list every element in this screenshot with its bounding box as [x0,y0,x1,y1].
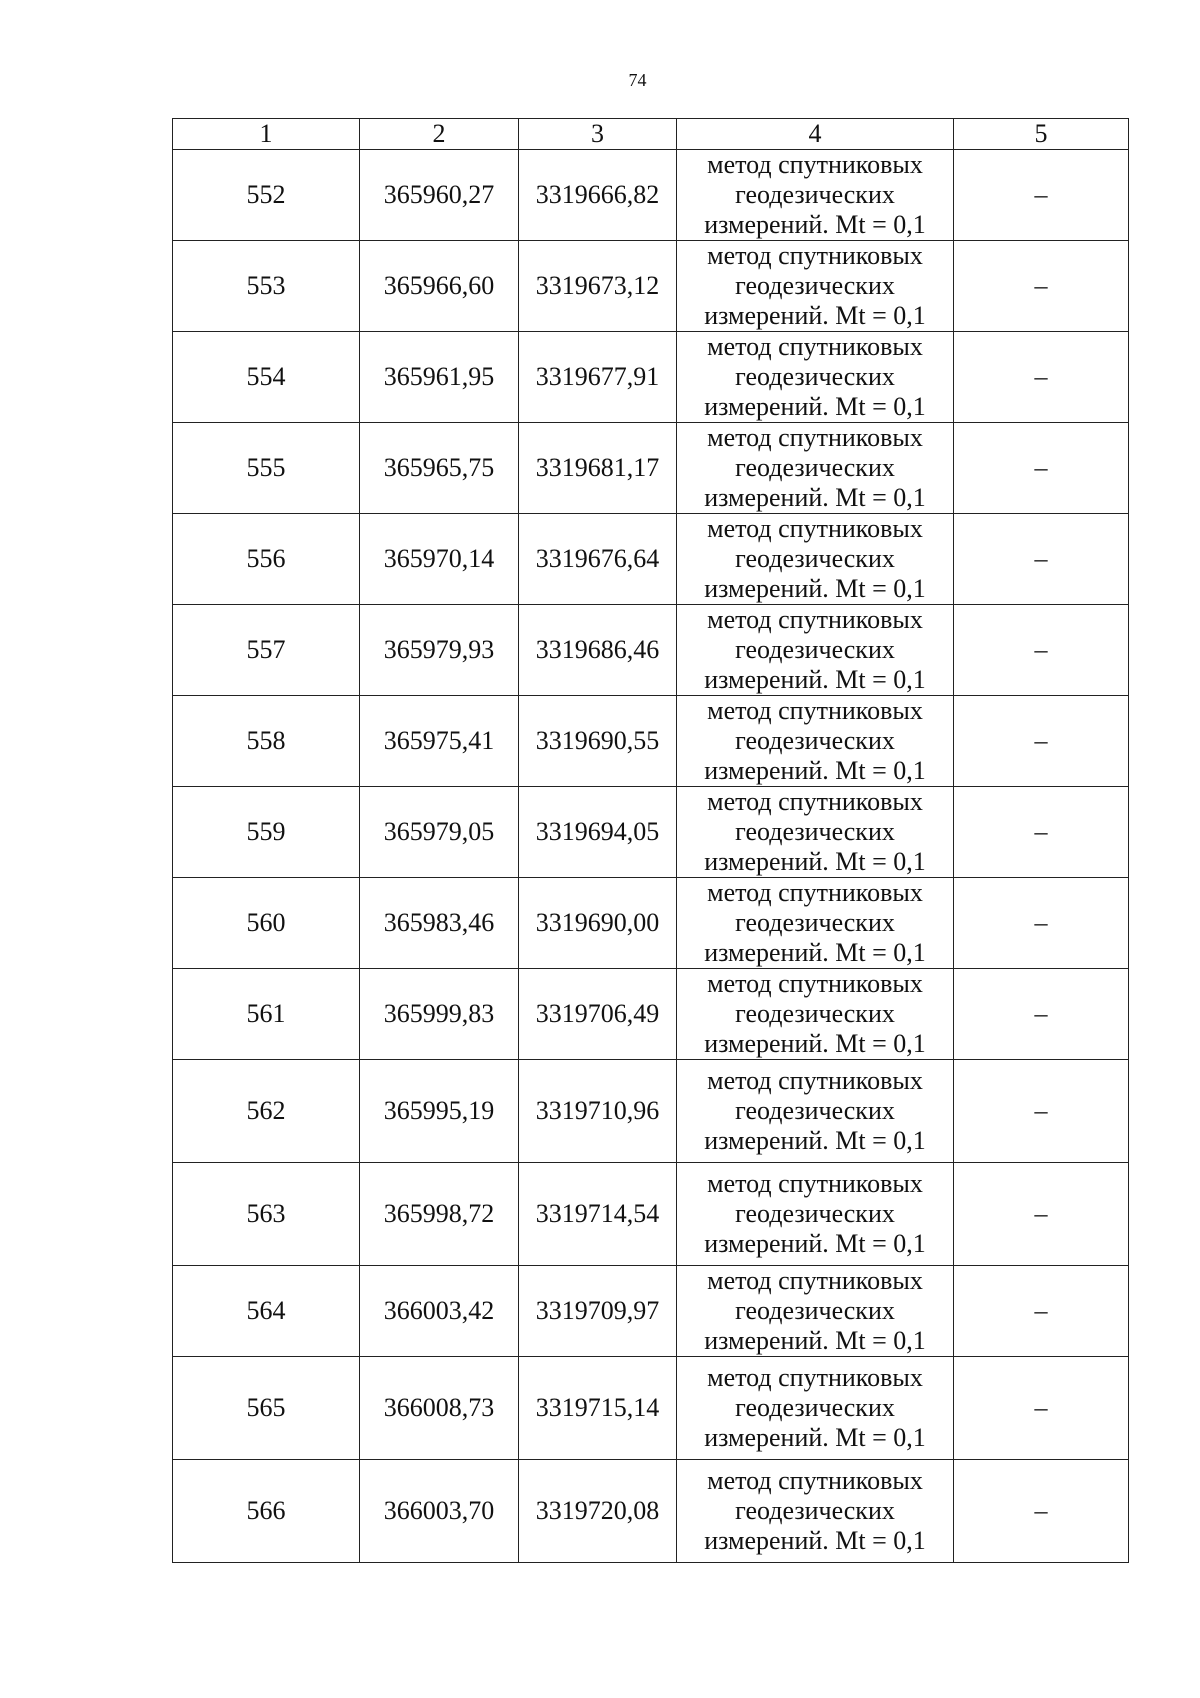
column-header-1: 1 [173,119,360,150]
point-number-cell: 561 [173,969,360,1060]
method-text-line: геодезических [735,817,895,846]
note-cell: – [954,423,1129,514]
method-text-line: метод спутниковых [707,241,923,270]
method-text-line: метод спутниковых [707,878,923,907]
note-cell: – [954,1357,1129,1460]
method-cell [677,969,954,1060]
method-text-line: измерений. Mt = 0,1 [704,392,926,421]
method-text-line: измерений. Mt = 0,1 [704,847,926,876]
method-text-line: измерений. Mt = 0,1 [704,1423,926,1452]
coordinate-y-cell: 3319720,08 [519,1460,677,1563]
method-text-line: геодезических [735,453,895,482]
note-cell: – [954,787,1129,878]
table-row [173,605,1129,696]
coordinate-y-cell: 3319690,00 [519,878,677,969]
note-cell: – [954,150,1129,241]
point-number-cell: 554 [173,332,360,423]
note-cell: – [954,1460,1129,1563]
method-cell [677,514,954,605]
method-cell [677,1163,954,1266]
method-text-line: измерений. Mt = 0,1 [704,665,926,694]
coordinate-x-cell: 366003,70 [360,1460,519,1563]
table-row [173,423,1129,514]
point-number-cell: 564 [173,1266,360,1357]
coordinate-x-cell: 365983,46 [360,878,519,969]
method-text-line: измерений. Mt = 0,1 [704,756,926,785]
point-number-cell: 556 [173,514,360,605]
method-text-line: измерений. Mt = 0,1 [704,483,926,512]
method-text-line: геодезических [735,271,895,300]
method-text-line: геодезических [735,1496,895,1525]
method-text-line: геодезических [735,1296,895,1325]
method-cell [677,696,954,787]
table-row [173,787,1129,878]
method-text-line: измерений. Mt = 0,1 [704,301,926,330]
coordinate-x-cell: 365979,05 [360,787,519,878]
coordinates-table [172,118,1129,1563]
note-cell: – [954,241,1129,332]
method-text-line: геодезических [735,908,895,937]
point-number-cell: 563 [173,1163,360,1266]
method-text-line: метод спутниковых [707,696,923,725]
point-number-cell: 552 [173,150,360,241]
column-header-4: 4 [677,119,954,150]
method-text-line: метод спутниковых [707,969,923,998]
note-cell: – [954,696,1129,787]
coordinate-x-cell: 365995,19 [360,1060,519,1163]
point-number-cell: 565 [173,1357,360,1460]
table-body [173,150,1129,1563]
method-cell [677,1460,954,1563]
point-number-cell: 559 [173,787,360,878]
method-text-line: геодезических [735,635,895,664]
coordinate-y-cell: 3319714,54 [519,1163,677,1266]
method-text-line: измерений. Mt = 0,1 [704,1526,926,1555]
method-text-line: измерений. Mt = 0,1 [704,1029,926,1058]
method-text-line: геодезических [735,1096,895,1125]
note-cell: – [954,514,1129,605]
coordinate-y-cell: 3319677,91 [519,332,677,423]
method-text-line: измерений. Mt = 0,1 [704,1229,926,1258]
column-header-3: 3 [519,119,677,150]
coordinate-x-cell: 365966,60 [360,241,519,332]
method-text-line: геодезических [735,999,895,1028]
coordinate-x-cell: 365970,14 [360,514,519,605]
method-cell [677,787,954,878]
method-text-line: измерений. Mt = 0,1 [704,1126,926,1155]
column-header-2: 2 [360,119,519,150]
method-cell [677,1060,954,1163]
method-text-line: метод спутниковых [707,1169,923,1198]
coordinate-x-cell: 365961,95 [360,332,519,423]
method-text-line: метод спутниковых [707,787,923,816]
method-text-line: геодезических [735,544,895,573]
method-text-line: измерений. Mt = 0,1 [704,574,926,603]
method-text-line: метод спутниковых [707,1266,923,1295]
note-cell: – [954,605,1129,696]
table-row [173,150,1129,241]
coordinate-y-cell: 3319673,12 [519,241,677,332]
coordinate-y-cell: 3319666,82 [519,150,677,241]
page-number: 74 [628,70,647,90]
method-text-line: геодезических [735,180,895,209]
method-text-line: метод спутниковых [707,150,923,179]
coordinate-x-cell: 366008,73 [360,1357,519,1460]
method-cell [677,332,954,423]
point-number-cell: 560 [173,878,360,969]
table-row [173,1357,1129,1460]
method-cell [677,605,954,696]
method-text-line: метод спутниковых [707,1066,923,1095]
table-header-row [173,119,1129,150]
coordinate-y-cell: 3319710,96 [519,1060,677,1163]
point-number-cell: 562 [173,1060,360,1163]
coordinate-y-cell: 3319694,05 [519,787,677,878]
coordinate-x-cell: 365998,72 [360,1163,519,1266]
note-cell: – [954,332,1129,423]
column-header-5: 5 [954,119,1129,150]
note-cell: – [954,1060,1129,1163]
table-row [173,1060,1129,1163]
coordinate-y-cell: 3319681,17 [519,423,677,514]
coordinate-y-cell: 3319676,64 [519,514,677,605]
method-cell [677,423,954,514]
table-row [173,878,1129,969]
coordinate-y-cell: 3319715,14 [519,1357,677,1460]
coordinate-x-cell: 365975,41 [360,696,519,787]
coordinate-x-cell: 366003,42 [360,1266,519,1357]
method-cell [677,878,954,969]
method-text-line: геодезических [735,1393,895,1422]
method-text-line: геодезических [735,726,895,755]
table-row [173,696,1129,787]
point-number-cell: 555 [173,423,360,514]
table-row [173,1460,1129,1563]
method-cell [677,1357,954,1460]
coordinate-y-cell: 3319709,97 [519,1266,677,1357]
method-text-line: измерений. Mt = 0,1 [704,938,926,967]
point-number-cell: 553 [173,241,360,332]
method-text-line: метод спутниковых [707,1363,923,1392]
table-row [173,332,1129,423]
coordinate-y-cell: 3319706,49 [519,969,677,1060]
method-text-line: метод спутниковых [707,514,923,543]
method-text-line: метод спутниковых [707,332,923,361]
method-text-line: метод спутниковых [707,1466,923,1495]
table-row [173,969,1129,1060]
table-row [173,1266,1129,1357]
coordinate-x-cell: 365999,83 [360,969,519,1060]
note-cell: – [954,1266,1129,1357]
method-text-line: метод спутниковых [707,605,923,634]
coordinate-x-cell: 365965,75 [360,423,519,514]
table-row [173,1163,1129,1266]
coordinate-x-cell: 365960,27 [360,150,519,241]
method-cell [677,1266,954,1357]
note-cell: – [954,969,1129,1060]
note-cell: – [954,878,1129,969]
coordinate-x-cell: 365979,93 [360,605,519,696]
table-row [173,514,1129,605]
method-text-line: измерений. Mt = 0,1 [704,210,926,239]
method-text-line: геодезических [735,362,895,391]
coordinate-y-cell: 3319686,46 [519,605,677,696]
table-row [173,241,1129,332]
method-cell [677,150,954,241]
method-text-line: метод спутниковых [707,423,923,452]
note-cell: – [954,1163,1129,1266]
coordinate-y-cell: 3319690,55 [519,696,677,787]
point-number-cell: 558 [173,696,360,787]
method-text-line: геодезических [735,1199,895,1228]
method-text-line: измерений. Mt = 0,1 [704,1326,926,1355]
point-number-cell: 557 [173,605,360,696]
method-cell [677,241,954,332]
point-number-cell: 566 [173,1460,360,1563]
